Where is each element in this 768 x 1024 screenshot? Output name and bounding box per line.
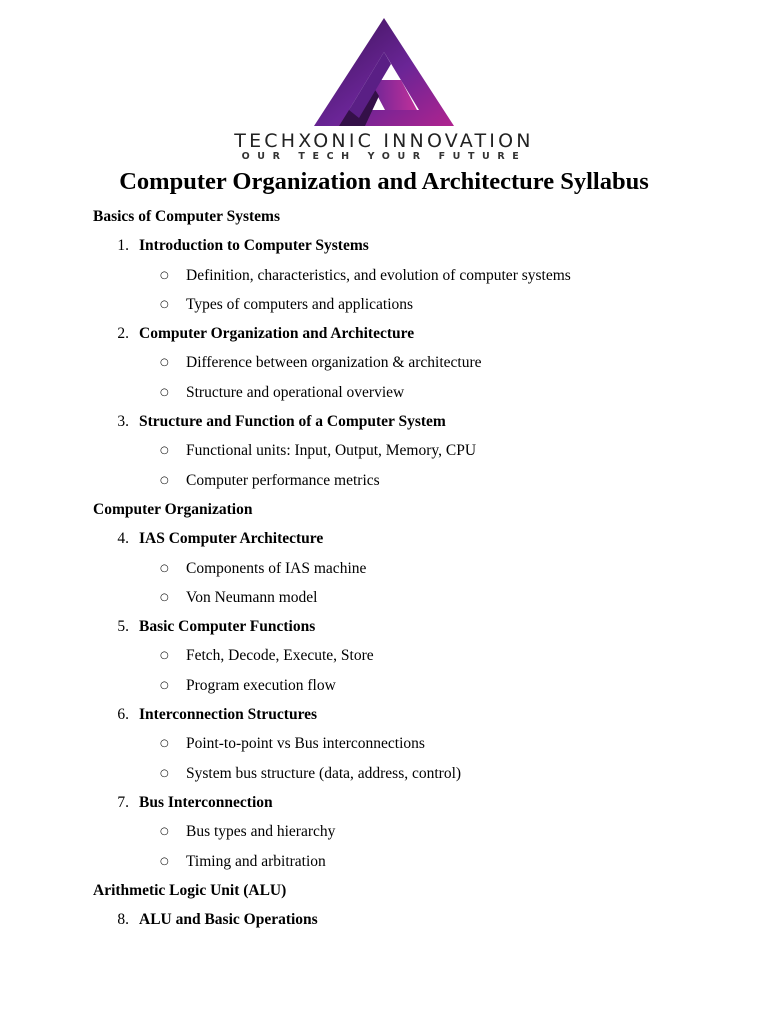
- section-heading: Arithmetic Logic Unit (ALU): [93, 881, 287, 899]
- brand-logo: [0, 14, 768, 129]
- bullet-circle-icon: ○: [160, 357, 169, 369]
- topic-title: Basic Computer Functions: [139, 618, 316, 636]
- topic-number: 3.: [117, 413, 129, 431]
- topic-item: [0, 905, 768, 934]
- bullet-item: [0, 554, 768, 583]
- bullet-circle-icon: ○: [160, 474, 169, 486]
- bullet-circle-icon: ○: [160, 650, 169, 662]
- bullet-text: Timing and arbitration: [186, 852, 326, 870]
- bullet-item: [0, 436, 768, 465]
- bullet-text: Definition, characteristics, and evolution of computer systems: [186, 266, 571, 284]
- topic-number: 8.: [117, 911, 129, 929]
- topic-title: Interconnection Structures: [139, 706, 318, 724]
- bullet-item: [0, 348, 768, 377]
- bullet-circle-icon: ○: [160, 679, 169, 691]
- topic-number: 6.: [117, 706, 129, 724]
- topic-item: [0, 524, 768, 553]
- syllabus-content: [0, 202, 768, 934]
- bullet-item: [0, 817, 768, 846]
- bullet-circle-icon: ○: [160, 826, 169, 838]
- bullet-circle-icon: ○: [160, 386, 169, 398]
- topic-title: Bus Interconnection: [139, 793, 273, 811]
- bullet-item: [0, 290, 768, 319]
- bullet-text: Types of computers and applications: [186, 295, 414, 313]
- topic-title: Introduction to Computer Systems: [139, 237, 369, 255]
- bullet-text: Difference between organization & architecture: [186, 354, 482, 372]
- bullet-circle-icon: ○: [160, 562, 169, 574]
- bullet-text: Program execution flow: [186, 676, 336, 694]
- topic-title: IAS Computer Architecture: [139, 530, 324, 548]
- bullet-text: Computer performance metrics: [186, 471, 380, 489]
- bullet-item: [0, 847, 768, 876]
- bullet-text: System bus structure (data, address, control): [186, 764, 462, 782]
- triangle-logo-icon: [309, 14, 459, 129]
- topic-title: Structure and Function of a Computer System: [139, 413, 446, 431]
- bullet-circle-icon: ○: [160, 269, 169, 281]
- bullet-circle-icon: ○: [160, 767, 169, 779]
- bullet-text: Fetch, Decode, Execute, Store: [186, 647, 374, 665]
- topic-number: 5.: [117, 618, 129, 636]
- topic-number: 2.: [117, 325, 129, 343]
- bullet-circle-icon: ○: [160, 855, 169, 867]
- bullet-circle-icon: ○: [160, 738, 169, 750]
- topic-item: [0, 231, 768, 260]
- brand-name: TECHXONIC INNOVATION: [234, 130, 534, 152]
- bullet-item: [0, 641, 768, 670]
- bullet-item: [0, 759, 768, 788]
- topic-item: [0, 788, 768, 817]
- topic-item: [0, 407, 768, 436]
- topic-item: [0, 319, 768, 348]
- bullet-item: [0, 466, 768, 495]
- bullet-circle-icon: ○: [160, 445, 169, 457]
- topic-item: [0, 700, 768, 729]
- bullet-circle-icon: ○: [160, 591, 169, 603]
- section-heading: Basics of Computer Systems: [93, 208, 280, 225]
- topic-number: 1.: [117, 237, 129, 255]
- brand-tagline: OUR TECH YOUR FUTURE: [241, 151, 527, 162]
- bullet-item: [0, 378, 768, 407]
- bullet-text: Bus types and hierarchy: [186, 823, 336, 841]
- bullet-item: [0, 583, 768, 612]
- topic-number: 4.: [117, 530, 129, 548]
- topic-title: Computer Organization and Architecture: [139, 325, 415, 343]
- document-title: Computer Organization and Architecture Syllabus: [119, 168, 649, 195]
- bullet-item: [0, 729, 768, 758]
- bullet-text: Structure and operational overview: [186, 383, 405, 401]
- topic-number: 7.: [117, 793, 129, 811]
- bullet-item: [0, 671, 768, 700]
- topic-item: [0, 612, 768, 641]
- section-heading: Computer Organization: [93, 500, 253, 518]
- bullet-text: Point-to-point vs Bus interconnections: [186, 735, 425, 753]
- bullet-text: Components of IAS machine: [186, 559, 367, 577]
- bullet-text: Von Neumann model: [186, 588, 318, 606]
- bullet-text: Functional units: Input, Output, Memory, CPU: [186, 442, 477, 460]
- topic-title: ALU and Basic Operations: [139, 911, 318, 929]
- bullet-circle-icon: ○: [160, 298, 169, 310]
- bullet-item: [0, 261, 768, 290]
